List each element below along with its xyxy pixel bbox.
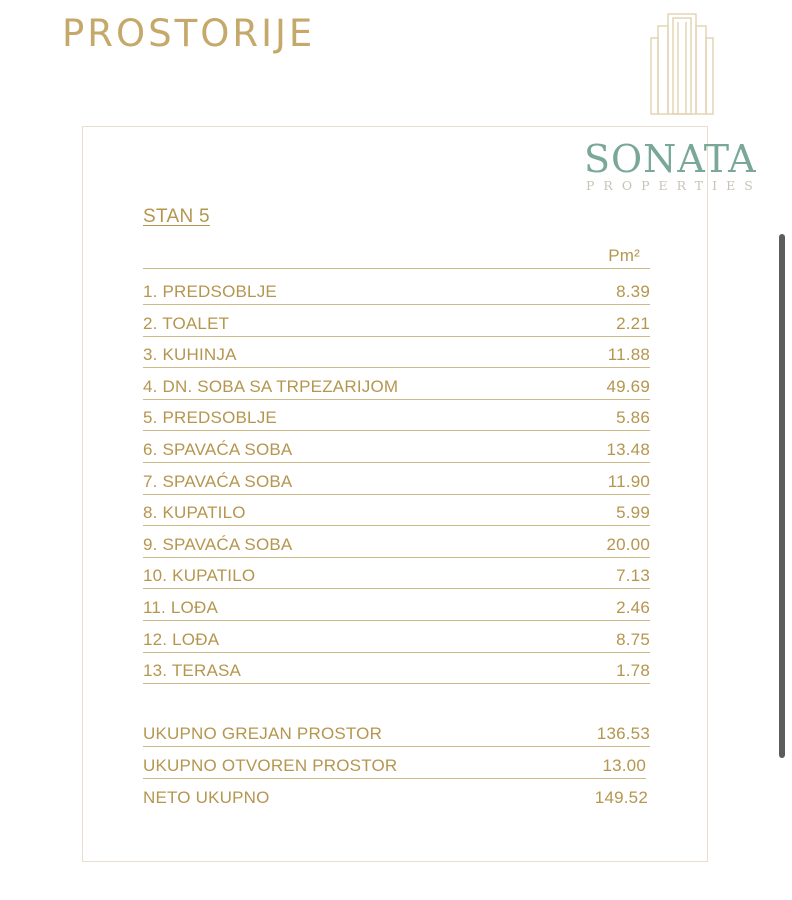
room-area: 49.69 <box>606 377 650 396</box>
total-area: 13.00 <box>602 756 646 775</box>
table-row <box>143 312 650 337</box>
room-area: 11.88 <box>607 345 650 364</box>
table-row <box>143 564 650 589</box>
room-area: 1.78 <box>616 661 650 680</box>
room-area: 5.86 <box>616 408 650 427</box>
room-area: 7.13 <box>616 566 650 585</box>
table-row <box>143 375 650 400</box>
room-area: 5.99 <box>616 503 650 522</box>
table-row <box>143 533 650 558</box>
room-label: 8. KUPATILO <box>143 503 246 522</box>
room-label: 7. SPAVAĆA SOBA <box>143 472 293 491</box>
room-area: 8.75 <box>616 630 650 649</box>
total-label: UKUPNO OTVOREN PROSTOR <box>143 756 398 775</box>
table-row <box>143 596 650 621</box>
room-area: 13.48 <box>606 440 650 459</box>
brand-subtitle: PROPERTIES <box>586 178 762 193</box>
total-label: UKUPNO GREJAN PROSTOR <box>143 724 383 743</box>
table-row <box>143 659 650 684</box>
table-row <box>143 628 650 653</box>
table-row <box>143 280 650 305</box>
room-label: 5. PREDSOBLJE <box>143 408 277 427</box>
room-label: 9. SPAVAĆA SOBA <box>143 535 293 554</box>
scrollbar[interactable] <box>779 234 785 758</box>
total-label: NETO UKUPNO <box>143 788 270 807</box>
room-area: 11.90 <box>607 472 650 491</box>
table-row <box>143 438 650 463</box>
table-row <box>143 406 650 431</box>
total-row <box>143 722 650 747</box>
room-label: 6. SPAVAĆA SOBA <box>143 440 293 459</box>
room-label: 13. TERASA <box>143 661 242 680</box>
brand-name: SONATA <box>584 137 757 181</box>
room-area: 20.00 <box>606 535 650 554</box>
brand-logo <box>584 138 784 193</box>
unit-title: STAN 5 <box>143 206 210 227</box>
room-label: 11. LOĐA <box>143 598 218 617</box>
room-area: 2.46 <box>616 598 650 617</box>
room-label: 2. TOALET <box>143 314 230 333</box>
table-row <box>143 470 650 495</box>
building-logo-icon <box>648 12 718 116</box>
room-label: 10. KUPATILO <box>143 566 256 585</box>
room-area: 8.39 <box>616 282 650 301</box>
room-label: 1. PREDSOBLJE <box>143 282 277 301</box>
total-area: 136.53 <box>596 724 650 743</box>
table-row <box>143 343 650 368</box>
unit-header: Pm² <box>608 246 640 265</box>
total-row <box>143 754 646 779</box>
room-label: 12. LOĐA <box>143 630 220 649</box>
table-row <box>143 501 650 526</box>
total-area: 149.52 <box>594 788 648 807</box>
table-header-row <box>143 244 650 269</box>
total-row <box>143 786 648 810</box>
page-title: PROSTORIJE <box>62 12 316 55</box>
room-area: 2.21 <box>616 314 650 333</box>
room-label: 4. DN. SOBA SA TRPEZARIJOM <box>143 377 399 396</box>
room-label: 3. KUHINJA <box>143 345 237 364</box>
